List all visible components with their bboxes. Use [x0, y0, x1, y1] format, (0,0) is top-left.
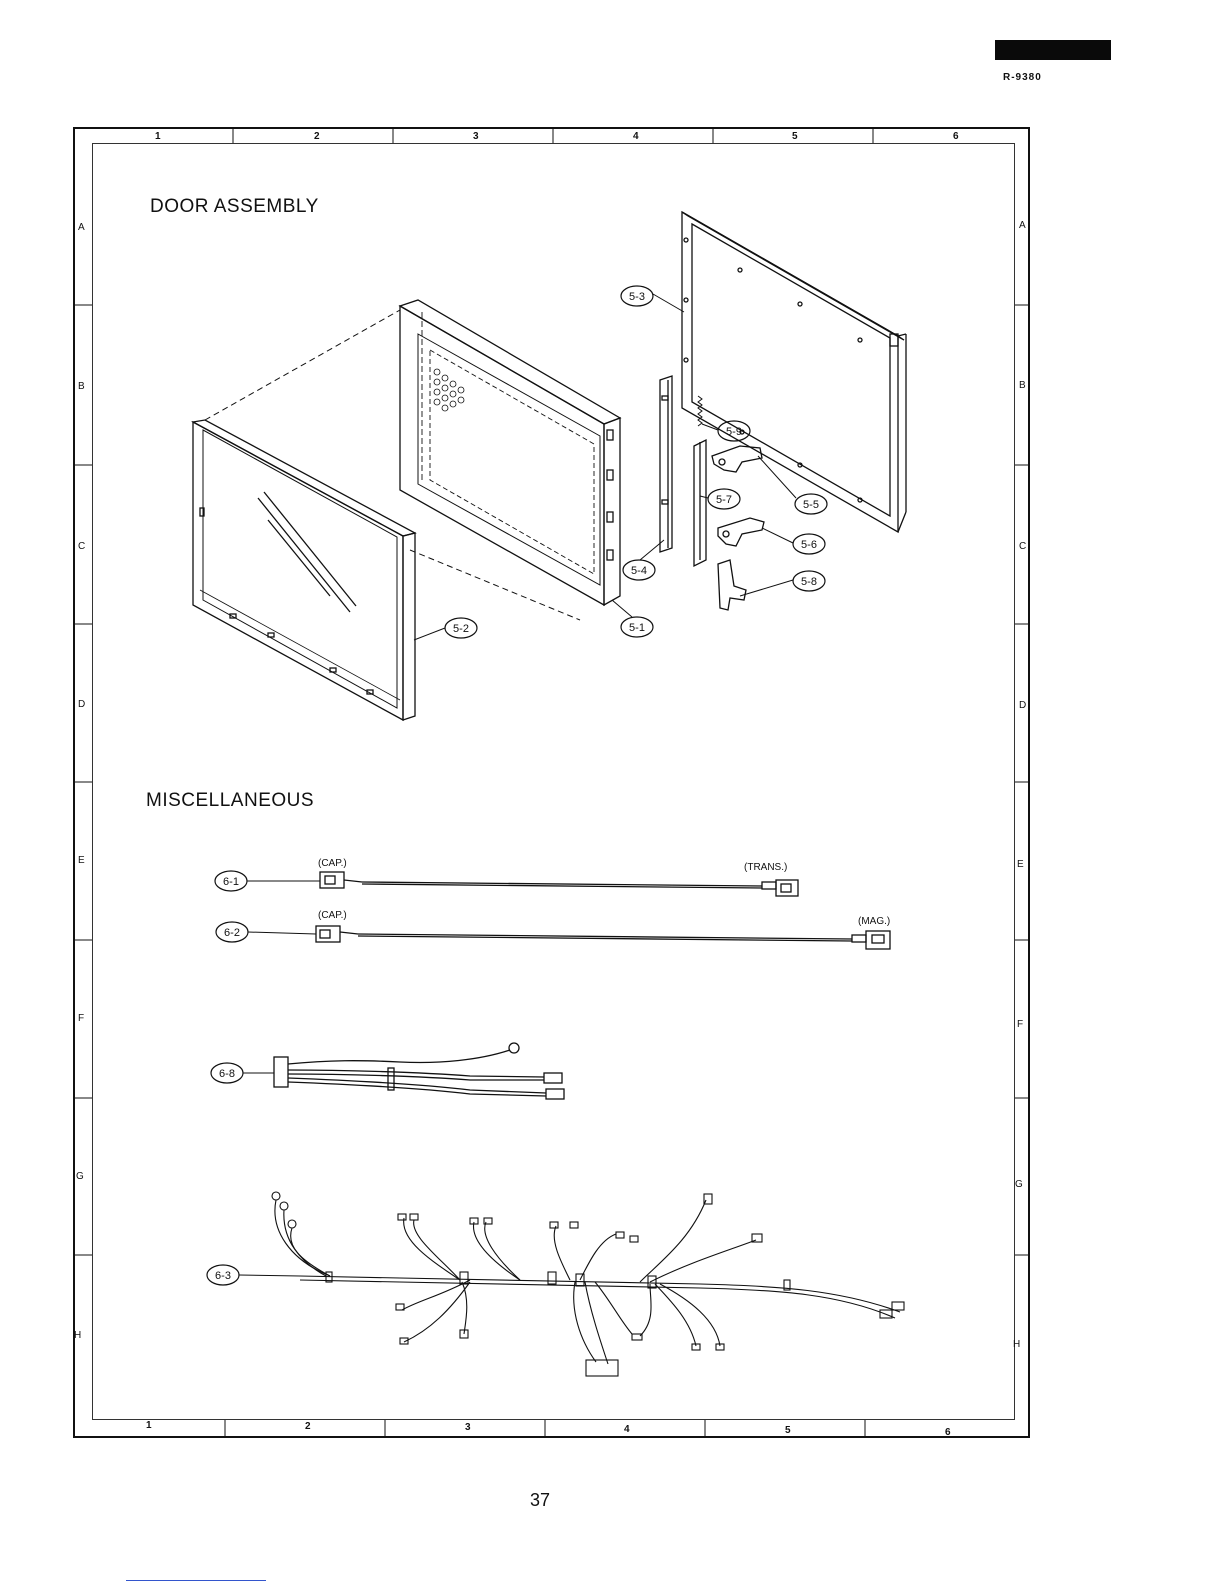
callout-text-5-1: 5-1 [629, 622, 645, 634]
label-mag: (MAG.) [858, 916, 891, 927]
door-assembly-title: DOOR ASSEMBLY [150, 196, 319, 217]
grid-col-bottom-6: 6 [945, 1427, 951, 1438]
callout-text-6-2: 6-2 [224, 927, 240, 939]
grid-row-right-E: E [1017, 859, 1024, 870]
grid-col-top-2: 2 [314, 131, 320, 142]
harness-6-8 [274, 1043, 564, 1099]
callout-text-5-8: 5-8 [801, 576, 817, 588]
grid-row-left-C: C [78, 541, 86, 552]
grid-col-top-6: 6 [953, 131, 959, 142]
callout-text-6-8: 6-8 [219, 1068, 235, 1080]
page-number: 37 [529, 1490, 551, 1510]
grid-col-top-3: 3 [473, 131, 479, 142]
grid-row-right-D: D [1019, 700, 1027, 711]
miscellaneous-title: MISCELLANEOUS [146, 790, 315, 811]
label-trans: (TRANS.) [744, 862, 788, 873]
grid-row-left-D: D [78, 699, 86, 710]
grid-row-right-C: C [1019, 541, 1027, 552]
grid-row-left-A: A [78, 222, 85, 233]
callout-text-5-3: 5-3 [629, 291, 645, 303]
grid-col-bottom-4: 4 [624, 1424, 630, 1435]
callout-text-5-2: 5-2 [453, 623, 469, 635]
grid-ticks [74, 128, 1030, 1436]
callout-text-6-1: 6-1 [223, 876, 239, 888]
grid-row-left-F: F [78, 1013, 85, 1024]
grid-row-right-F: F [1017, 1019, 1024, 1030]
grid-row-right-B: B [1019, 380, 1026, 391]
assembly-guide-line-2 [410, 550, 580, 620]
grid-row-right-G: G [1015, 1179, 1023, 1190]
door-panel-5-2 [193, 420, 415, 720]
grid-row-right-A: A [1019, 220, 1026, 231]
model-number: R-9380 [1003, 72, 1042, 83]
footer-link-underline [126, 1580, 266, 1581]
grid-col-bottom-1: 1 [146, 1420, 152, 1431]
callout-text-5-4: 5-4 [631, 565, 647, 577]
callout-text-5-6: 5-6 [801, 539, 817, 551]
grid-col-top-1: 1 [155, 131, 161, 142]
grid-row-left-E: E [78, 855, 85, 866]
grid-col-top-4: 4 [633, 131, 639, 142]
latch-lever-base-5-7 [694, 440, 706, 566]
wire-6-2 [316, 926, 890, 949]
latch-5-6 [718, 518, 764, 546]
grid-col-bottom-3: 3 [465, 1422, 471, 1433]
door-frame-5-3 [682, 212, 906, 532]
grid-row-left-B: B [78, 381, 85, 392]
assembly-guide-line-1 [205, 310, 400, 420]
vent-holes [434, 369, 464, 411]
grid-col-bottom-5: 5 [785, 1425, 791, 1436]
label-cap-1: (CAP.) [318, 858, 347, 869]
grid-row-left-G: G [76, 1171, 84, 1182]
latch-head-5-4 [660, 376, 672, 552]
lever-5-8 [718, 560, 746, 610]
leader-lines [239, 294, 796, 1276]
callout-text-5-7: 5-7 [716, 494, 732, 506]
grid-col-bottom-2: 2 [305, 1421, 311, 1432]
grid-col-top-5: 5 [792, 131, 798, 142]
callout-text-5-9: 5-9 [726, 426, 742, 438]
spring-5-9 [698, 396, 702, 426]
grid-row-right-H: H [1013, 1339, 1021, 1350]
grid-row-left-H: H [74, 1330, 82, 1341]
wire-6-1 [320, 872, 798, 896]
label-cap-2: (CAP.) [318, 910, 347, 921]
callout-text-5-5: 5-5 [803, 499, 819, 511]
harness-6-3 [272, 1192, 904, 1376]
callout-text-6-3: 6-3 [215, 1270, 231, 1282]
